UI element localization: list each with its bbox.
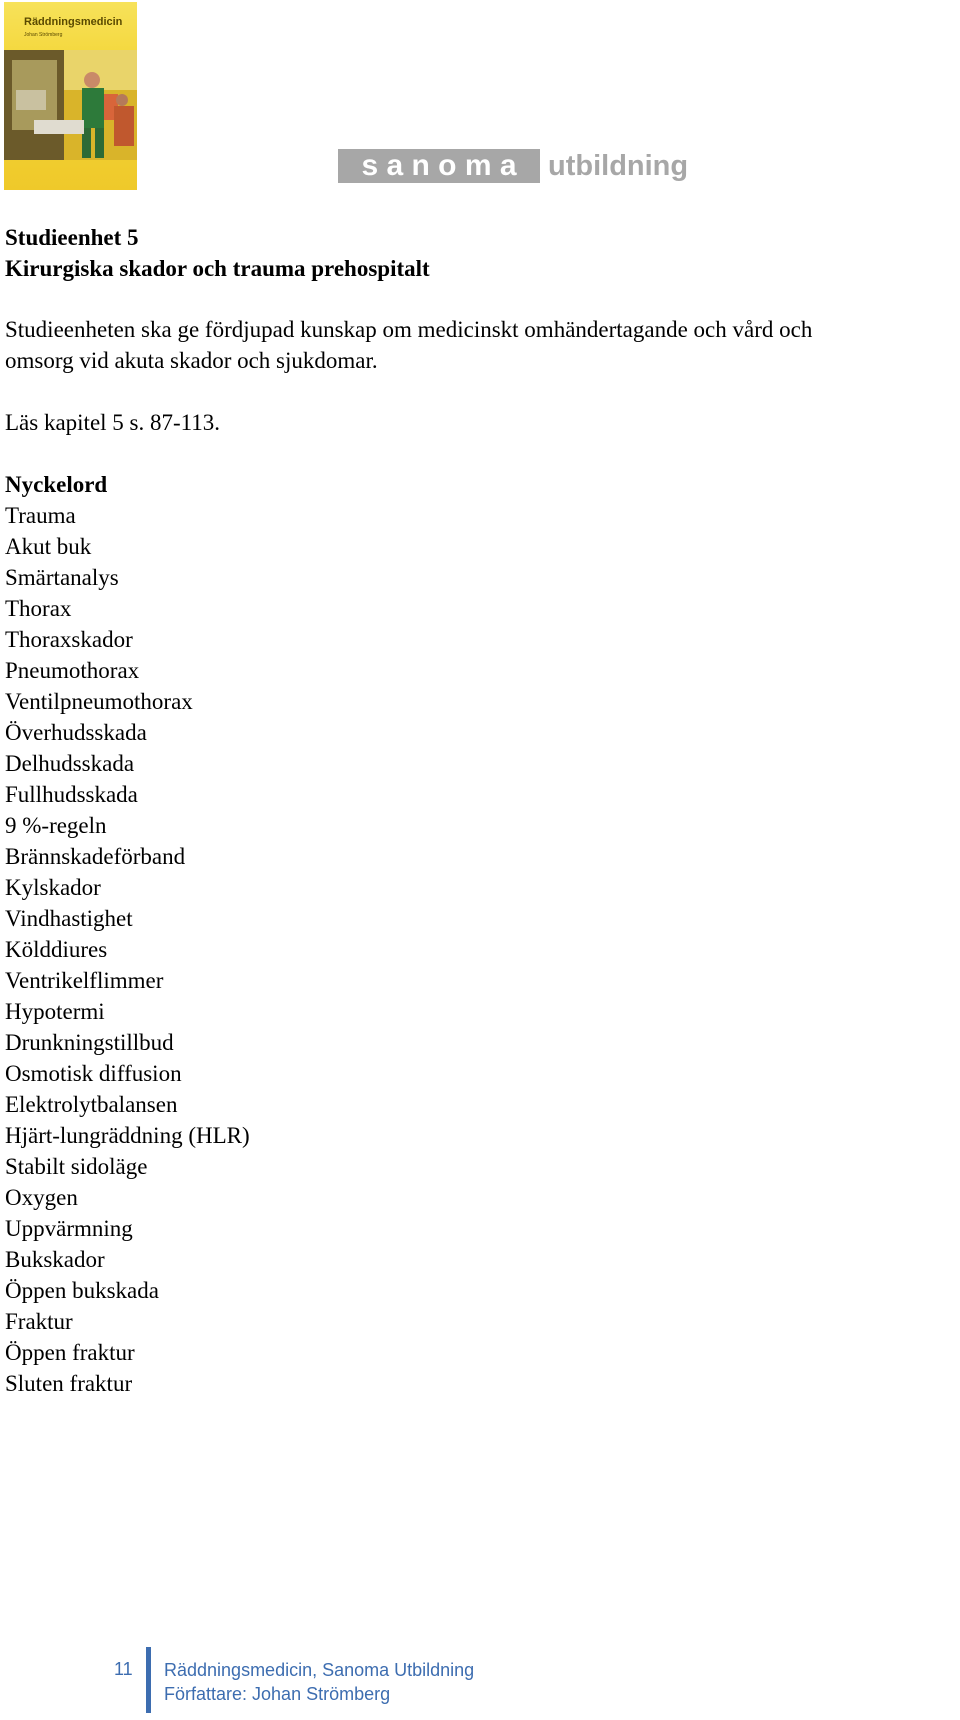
keyword-item: Thorax — [5, 596, 72, 621]
keywords-heading: Nyckelord — [5, 472, 108, 497]
keyword-item: Osmotisk diffusion — [5, 1061, 182, 1086]
spacer — [5, 438, 955, 469]
keyword-item: Hypotermi — [5, 999, 105, 1024]
spacer — [5, 376, 955, 407]
cover-title: Räddningsmedicin — [24, 16, 123, 28]
footer-divider — [146, 1647, 151, 1713]
spacer — [5, 284, 955, 314]
keyword-item: Elektrolytbalansen — [5, 1092, 178, 1117]
intro-line-1: Studieenheten ska ge fördjupad kunskap om medicinskt omhändertagande och vård och — [5, 317, 813, 342]
keyword-item: Uppvärmning — [5, 1216, 133, 1241]
keyword-item: Stabilt sidoläge — [5, 1154, 148, 1179]
footer-text — [164, 1647, 474, 1713]
keyword-item: Fullhudsskada — [5, 782, 138, 807]
keyword-item: Ventrikelflimmer — [5, 968, 164, 993]
keyword-item: Hjärt-lungräddning (HLR) — [5, 1123, 250, 1148]
keyword-item: Överhudsskada — [5, 720, 147, 745]
book-cover-image — [4, 2, 137, 190]
keyword-item: Drunkningstillbud — [5, 1030, 174, 1055]
keyword-item: Pneumothorax — [5, 658, 140, 683]
page-footer — [114, 1647, 474, 1713]
cover-photo — [4, 50, 137, 160]
keyword-item: Vindhastighet — [5, 906, 133, 931]
cover-author: Johan Strömberg — [24, 32, 63, 38]
intro-line-2: omsorg vid akuta skador och sjukdomar. — [5, 348, 378, 373]
keyword-item: Öppen fraktur — [5, 1340, 135, 1365]
keyword-item: Trauma — [5, 503, 76, 528]
publisher-logo-box: s a n o m a — [338, 149, 540, 183]
footer-book-line: Räddningsmedicin, Sanoma Utbildning — [164, 1660, 475, 1680]
keyword-item: Fraktur — [5, 1309, 73, 1334]
keyword-item: Smärtanalys — [5, 565, 119, 590]
document-body — [5, 222, 955, 1399]
keyword-item: Brännskadeförband — [5, 844, 186, 869]
keyword-item: Öppen bukskada — [5, 1278, 159, 1303]
keyword-item: Oxygen — [5, 1185, 78, 1210]
publisher-logo — [338, 149, 688, 183]
study-unit-number: Studieenhet 5 — [5, 225, 139, 250]
keyword-item: 9 %-regeln — [5, 813, 107, 838]
keyword-item: Bukskador — [5, 1247, 105, 1272]
publisher-logo-text: utbildning — [548, 149, 689, 182]
keyword-item: Akut buk — [5, 534, 92, 559]
keyword-item: Delhudsskada — [5, 751, 135, 776]
keyword-item: Kölddiures — [5, 937, 108, 962]
footer-author-line: Författare: Johan Strömberg — [164, 1684, 391, 1704]
keyword-item: Ventilpneumothorax — [5, 689, 193, 714]
reading-instruction: Läs kapitel 5 s. 87-113. — [5, 410, 221, 435]
keyword-item: Sluten fraktur — [5, 1371, 133, 1396]
keyword-list — [5, 500, 955, 1399]
study-unit-title: Kirurgiska skador och trauma prehospitalt — [5, 256, 430, 281]
keyword-item: Kylskador — [5, 875, 101, 900]
keyword-item: Thoraxskador — [5, 627, 133, 652]
page-number: 11 — [114, 1659, 133, 1679]
